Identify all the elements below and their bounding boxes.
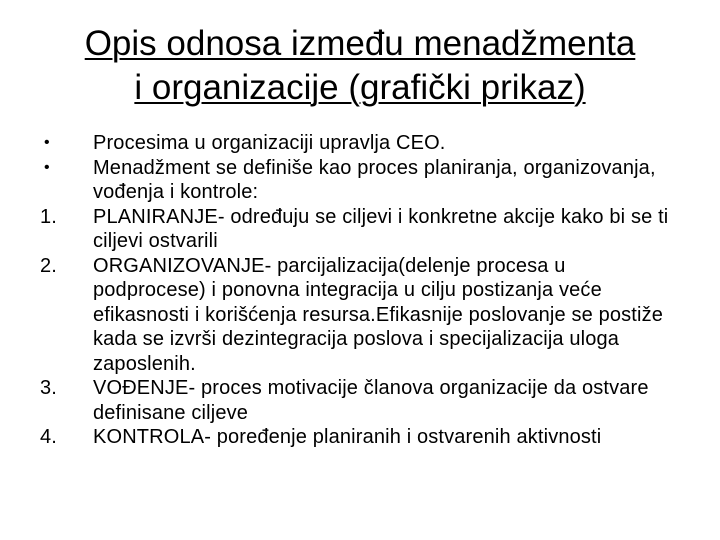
number-marker: 1.	[40, 205, 57, 228]
list-item	[40, 425, 680, 450]
bullet-marker: •	[44, 158, 50, 176]
number-marker: 4.	[40, 426, 57, 448]
number-marker: 2.	[40, 254, 57, 277]
list-item-text: PLANIRANJE- određuju se ciljevi i konkretne akcije kako bi se ti ciljevi ostvarili	[93, 205, 669, 252]
title-line-2: i organizacije (grafički prikaz)	[134, 68, 586, 107]
list-item-text: VOĐENJE- proces motivacije članova organizacije da ostvare definisane ciljeve	[93, 377, 649, 424]
slide-title	[20, 22, 700, 110]
list-item-text: Menadžment se definiše kao proces planiranja, organizovanja, vođenja i kontrole:	[93, 156, 656, 203]
number-marker: 3.	[40, 377, 57, 399]
content-list	[40, 131, 680, 450]
list-item	[40, 156, 680, 205]
list-item-text: ORGANIZOVANJE- parcijalizacija(delenje procesa u podprocese) i ponovna integracija u cilju postizanja veće efikasnosti i korišćenja resursa.Efikasnije poslovanje se postiže kada se izvrši dezintegracija poslova i specijalizacija uloga zaposlenih.	[93, 254, 664, 375]
list-item	[40, 254, 680, 377]
list-item	[40, 376, 680, 425]
list-item	[40, 205, 680, 254]
title-line-1: Opis odnosa između menadžmenta	[84, 24, 636, 63]
list-item-text: KONTROLA- poređenje planiranih i ostvarenih aktivnosti	[93, 426, 602, 448]
list-item-text: Procesima u organizaciji upravlja CEO.	[93, 132, 446, 154]
list-item	[40, 131, 680, 156]
bullet-marker: •	[44, 134, 50, 151]
